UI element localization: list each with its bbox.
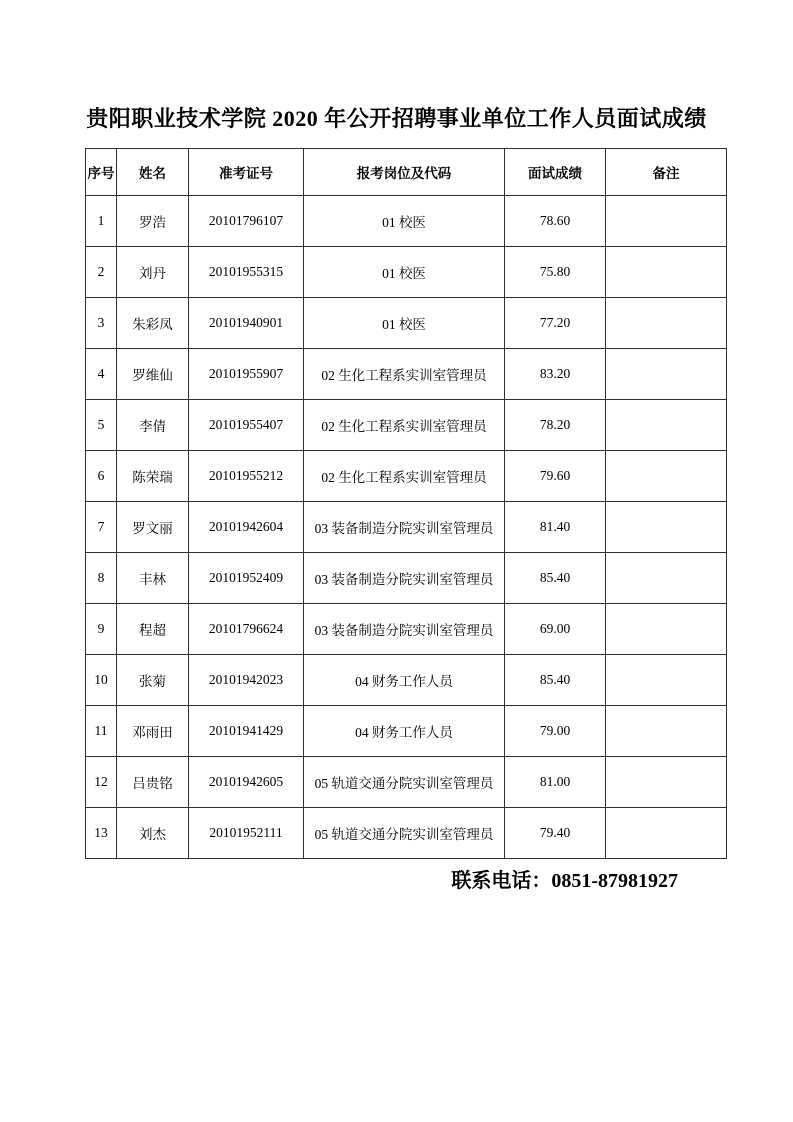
col-header-name: 姓名 [117,149,189,196]
cell-score: 81.00 [505,757,606,808]
cell-name: 朱彩凤 [117,298,189,349]
table-row [86,349,727,400]
col-header-ticket: 准考证号 [189,149,304,196]
cell-score: 78.60 [505,196,606,247]
cell-remark [606,553,727,604]
cell-score: 83.20 [505,349,606,400]
cell-score: 75.80 [505,247,606,298]
cell-name: 程超 [117,604,189,655]
cell-remark [606,706,727,757]
cell-position: 02 生化工程系实训室管理员 [304,349,505,400]
cell-name: 丰林 [117,553,189,604]
cell-name: 张菊 [117,655,189,706]
cell-position: 04 财务工作人员 [304,706,505,757]
cell-ticket-number: 20101952111 [189,808,304,859]
cell-position: 02 生化工程系实训室管理员 [304,451,505,502]
cell-score: 77.20 [505,298,606,349]
cell-ticket-number: 20101796107 [189,196,304,247]
table-row [86,502,727,553]
cell-name: 陈荣瑞 [117,451,189,502]
cell-index: 4 [86,349,117,400]
cell-score: 85.40 [505,553,606,604]
cell-remark [606,757,727,808]
cell-score: 79.60 [505,451,606,502]
cell-index: 9 [86,604,117,655]
col-header-score: 面试成绩 [505,149,606,196]
cell-index: 12 [86,757,117,808]
table-row [86,553,727,604]
cell-index: 3 [86,298,117,349]
cell-index: 7 [86,502,117,553]
results-table [85,148,727,859]
cell-remark [606,655,727,706]
cell-score: 69.00 [505,604,606,655]
contact-phone: 联系电话：0851-87981927 [451,870,678,892]
cell-name: 李倩 [117,400,189,451]
cell-ticket-number: 20101955315 [189,247,304,298]
table-row [86,655,727,706]
cell-position: 03 装备制造分院实训室管理员 [304,604,505,655]
cell-index: 6 [86,451,117,502]
table-row [86,247,727,298]
cell-score: 85.40 [505,655,606,706]
col-header-position: 报考岗位及代码 [304,149,505,196]
cell-ticket-number: 20101940901 [189,298,304,349]
cell-ticket-number: 20101955907 [189,349,304,400]
cell-index: 10 [86,655,117,706]
cell-index: 2 [86,247,117,298]
cell-position: 01 校医 [304,247,505,298]
cell-score: 81.40 [505,502,606,553]
cell-name: 邓雨田 [117,706,189,757]
page-title: 贵阳职业技术学院 2020 年公开招聘事业单位工作人员面试成绩 [86,106,707,131]
cell-index: 5 [86,400,117,451]
cell-position: 03 装备制造分院实训室管理员 [304,553,505,604]
cell-position: 01 校医 [304,196,505,247]
cell-remark [606,451,727,502]
cell-position: 05 轨道交通分院实训室管理员 [304,757,505,808]
table-row [86,298,727,349]
cell-ticket-number: 20101955407 [189,400,304,451]
cell-remark [606,502,727,553]
cell-remark [606,298,727,349]
cell-index: 1 [86,196,117,247]
cell-position: 01 校医 [304,298,505,349]
cell-position: 02 生化工程系实训室管理员 [304,400,505,451]
cell-score: 79.00 [505,706,606,757]
col-header-remark: 备注 [606,149,727,196]
cell-remark [606,400,727,451]
cell-ticket-number: 20101942605 [189,757,304,808]
cell-score: 78.20 [505,400,606,451]
cell-name: 刘丹 [117,247,189,298]
cell-name: 刘杰 [117,808,189,859]
table-row [86,706,727,757]
cell-position: 05 轨道交通分院实训室管理员 [304,808,505,859]
cell-index: 13 [86,808,117,859]
table-row [86,196,727,247]
cell-name: 罗维仙 [117,349,189,400]
cell-index: 11 [86,706,117,757]
cell-position: 03 装备制造分院实训室管理员 [304,502,505,553]
cell-score: 79.40 [505,808,606,859]
cell-remark [606,196,727,247]
header-row [86,149,727,196]
cell-ticket-number: 20101796624 [189,604,304,655]
cell-ticket-number: 20101952409 [189,553,304,604]
table-row [86,451,727,502]
table-row [86,604,727,655]
cell-remark [606,604,727,655]
table-row [86,400,727,451]
table-row [86,808,727,859]
table-row [86,757,727,808]
cell-ticket-number: 20101942023 [189,655,304,706]
cell-index: 8 [86,553,117,604]
cell-ticket-number: 20101955212 [189,451,304,502]
cell-position: 04 财务工作人员 [304,655,505,706]
col-header-index: 序号 [86,149,117,196]
cell-ticket-number: 20101941429 [189,706,304,757]
cell-name: 罗浩 [117,196,189,247]
cell-remark [606,247,727,298]
cell-name: 吕贵铭 [117,757,189,808]
cell-remark [606,349,727,400]
cell-ticket-number: 20101942604 [189,502,304,553]
cell-remark [606,808,727,859]
cell-name: 罗文丽 [117,502,189,553]
